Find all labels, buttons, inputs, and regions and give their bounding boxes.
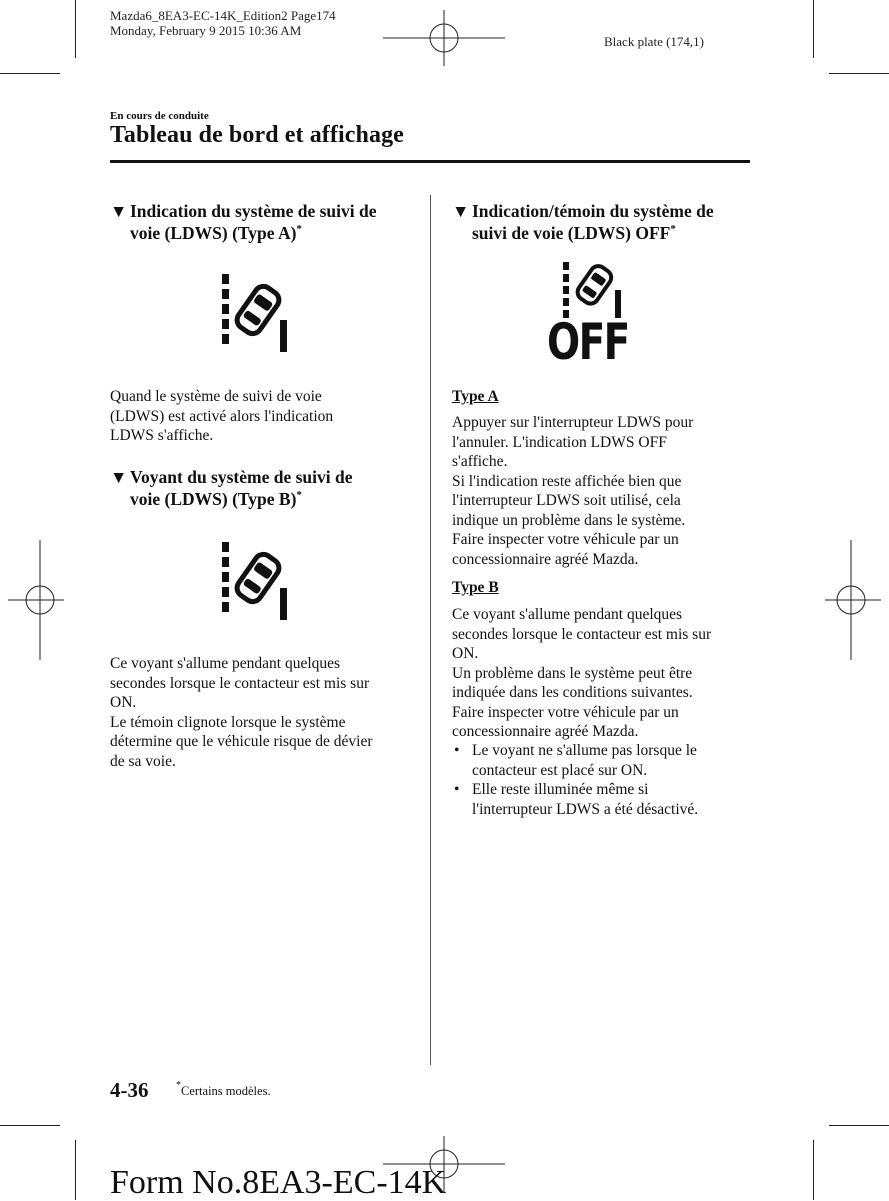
text-line: l'annuler. L'indication LDWS OFF xyxy=(452,433,667,451)
asterisk-mark: * xyxy=(296,223,302,235)
text-line: ON. xyxy=(452,645,479,662)
text-line: Un problème dans le système peut être xyxy=(452,664,693,682)
triangle-marker-icon: ▼ xyxy=(110,467,128,487)
asterisk-mark: * xyxy=(296,489,302,501)
ldws-off-car-icon xyxy=(561,260,625,320)
footnote-text: Certains modèles. xyxy=(181,1084,271,1099)
section-kicker: En cours de conduite xyxy=(110,110,209,122)
type-b-label: Type B xyxy=(452,579,499,596)
page-number: 4-36 xyxy=(110,1078,149,1102)
text-line: l'interrupteur LDWS soit utilisé, cela xyxy=(452,492,681,509)
footnote xyxy=(176,1082,271,1099)
paragraph-type-a xyxy=(110,387,410,446)
paragraph-off-type-a xyxy=(452,413,752,569)
ldws-icon xyxy=(218,272,292,354)
ldws-off-icon xyxy=(545,260,641,370)
asterisk-mark: * xyxy=(670,223,676,235)
ldws-warning-icon xyxy=(218,540,292,622)
heading-ldws-type-b xyxy=(110,466,430,510)
asterisk-mark: * xyxy=(176,1080,181,1091)
text-line: (LDWS) est activé alors l'indication xyxy=(110,407,334,425)
text-line: de sa voie. xyxy=(110,752,176,770)
off-label: OFF xyxy=(547,313,629,371)
print-plate: Black plate (174,1) xyxy=(604,34,704,49)
paragraph-type-b xyxy=(110,654,420,771)
registration-mark-top xyxy=(383,10,505,66)
text-line: l'interrupteur LDWS a été désactivé. xyxy=(472,800,699,818)
text-line: secondes lorsque le contacteur est mis sur xyxy=(110,674,370,692)
text-line: contacteur est placé sur ON. xyxy=(472,761,648,779)
text-line: secondes lorsque le contacteur est mis sur xyxy=(452,625,712,643)
text-line: détermine que le véhicule risque de dévier xyxy=(110,733,373,750)
heading-line: Indication du système de suivi de xyxy=(130,201,377,221)
heading-ldws-off xyxy=(452,200,772,244)
text-line: concessionnaire agréé Mazda. xyxy=(452,723,639,740)
text-line: Faire inspecter votre véhicule par un xyxy=(452,703,679,721)
column-divider xyxy=(430,195,431,1065)
text-line: Le témoin clignote lorsque le système xyxy=(110,713,346,731)
title-rule xyxy=(110,160,750,163)
bullet-list xyxy=(452,741,742,819)
bullet-icon: • xyxy=(454,781,460,798)
page-title: Tableau de bord et affichage xyxy=(110,122,404,148)
heading-line: voie (LDWS) (Type A) xyxy=(130,223,297,243)
text-line: ON. xyxy=(110,694,137,711)
bullet-icon: • xyxy=(454,742,460,759)
print-meta-line2: Monday, February 9 2015 10:36 AM xyxy=(110,23,302,38)
registration-mark-left xyxy=(8,540,64,660)
paragraph-off-type-b xyxy=(452,605,752,742)
text-line: indique un problème dans le système. xyxy=(452,511,686,529)
text-line: LDWS s'affiche. xyxy=(110,427,214,444)
type-a-label: Type A xyxy=(452,388,499,405)
text-line: Si l'indication reste affichée bien que xyxy=(452,472,682,490)
text-line: Ce voyant s'allume pendant quelques xyxy=(110,655,341,672)
heading-line: Indication/témoin du système de xyxy=(472,201,714,221)
text-line: concessionnaire agréé Mazda. xyxy=(452,550,639,568)
triangle-marker-icon: ▼ xyxy=(452,201,470,221)
text-line: Ce voyant s'allume pendant quelques xyxy=(452,606,683,623)
text-line: indiquée dans les conditions suivantes. xyxy=(452,684,693,701)
text-line: Elle reste illuminée même si xyxy=(472,781,649,798)
heading-line: Voyant du système de suivi de xyxy=(130,467,353,487)
list-item xyxy=(452,741,742,780)
heading-ldws-type-a xyxy=(110,200,430,244)
heading-line: suivi de voie (LDWS) OFF xyxy=(472,223,671,243)
registration-mark-right xyxy=(825,540,881,660)
triangle-marker-icon: ▼ xyxy=(110,201,128,221)
form-number: Form No.8EA3-EC-14K xyxy=(110,1164,447,1201)
text-line: Faire inspecter votre véhicule par un xyxy=(452,531,679,548)
list-item xyxy=(452,780,742,819)
text-line: Quand le système de suivi de voie xyxy=(110,388,322,405)
text-line: Le voyant ne s'allume pas lorsque le xyxy=(472,742,697,759)
text-line: Appuyer sur l'interrupteur LDWS pour xyxy=(452,414,694,431)
print-meta-line1: Mazda6_8EA3-EC-14K_Edition2 Page174 xyxy=(110,8,336,23)
text-line: s'affiche. xyxy=(452,453,508,470)
heading-line: voie (LDWS) (Type B) xyxy=(130,489,297,509)
